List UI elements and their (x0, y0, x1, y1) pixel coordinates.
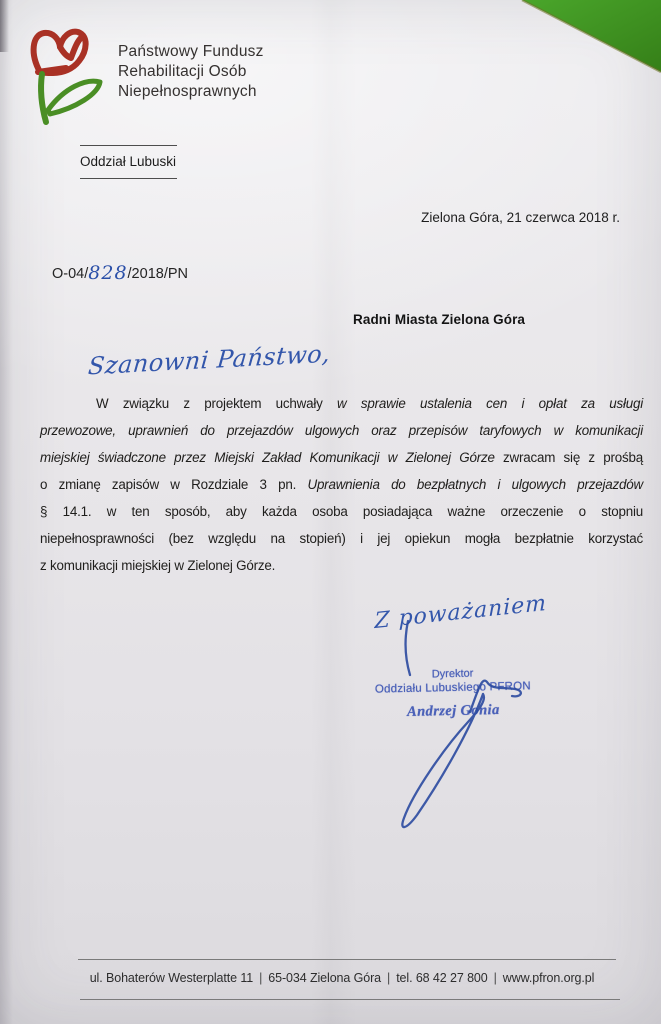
body-segment: przewozowe, uprawnień do przejazdów ulgowych oraz przepisów taryfowych w komunikacji (40, 423, 643, 438)
photo-edge-shadow (0, 0, 9, 52)
handwritten-greeting: Szanowni Państwo, (86, 339, 332, 381)
body-line (40, 552, 643, 579)
body-segment: o zmianę zapisów w Rozdziale 3 pn. (40, 477, 308, 492)
body-segment: zwracam się z prośbą (503, 450, 643, 465)
reference-number (52, 261, 188, 283)
footer-separator: | (259, 971, 263, 985)
logo-stem (41, 74, 46, 122)
footer-separator: | (493, 971, 497, 985)
body-line (40, 390, 643, 417)
date-line: Zielona Góra, 21 czerwca 2018 r. (421, 210, 620, 225)
stamp-name: Andrzej Gonia (406, 702, 500, 720)
footer-address: ul. Bohaterów Westerplatte 11 (89, 971, 254, 985)
org-name (118, 42, 264, 102)
footer-city: 65-034 Zielona Góra (268, 971, 382, 985)
director-stamp (347, 666, 558, 722)
handwritten-closing: Z poważaniem (374, 590, 547, 635)
footer-website: www.pfron.org.pl (502, 971, 595, 985)
logo-leaf (48, 81, 100, 114)
body-segment: miejskiej świadczone przez Miejski Zakład Komunikacji w Zielonej Górze (40, 450, 504, 465)
footer-rule-top (78, 959, 616, 960)
recipient: Radni Miasta Zielona Góra (353, 312, 526, 327)
logo-petal-notch (60, 37, 82, 58)
body-segment: niepełnosprawności (bez względu na stopień) i jej opiekun mogła bezpłatnie korzystać (40, 531, 643, 546)
stamp-org: Oddziału Lubuskiego PFRON (374, 680, 531, 696)
branch-name: Oddział Lubuski (80, 154, 177, 169)
body-line (40, 498, 643, 525)
footer-phone: tel. 68 42 27 800 (396, 971, 488, 985)
reference-suffix: /2018/PN (127, 266, 188, 282)
green-corner-triangle (0, 0, 661, 90)
body-line (40, 417, 643, 444)
body-line (40, 471, 643, 498)
org-name-line3: Niepełnosprawnych (118, 83, 257, 100)
body-segment: W związku z projektem uchwały (96, 396, 338, 411)
footer-contact-line (42, 971, 642, 985)
letter-body (40, 390, 643, 579)
pfron-tulip-logo-icon (28, 28, 114, 126)
body-segment: w sprawie ustalenia cen i opłat za usługi (337, 396, 643, 411)
footer-separator: | (387, 971, 391, 985)
org-name-line2: Rehabilitacji Osób (118, 63, 247, 80)
body-segment: Uprawnienia do bezpłatnych i ulgowych przejazdów (307, 477, 643, 492)
reference-prefix: O-04/ (52, 266, 89, 282)
branch-block (80, 145, 177, 179)
org-name-line1: Państwowy Fundusz (118, 43, 264, 60)
body-line (40, 525, 643, 552)
logo-red-tick (38, 68, 66, 72)
body-segment: z komunikacji miejskiej w Zielonej Górze. (40, 558, 276, 573)
stamp-title: Dyrektor (431, 667, 474, 681)
body-segment: § 14.1. w ten sposób, aby każda osoba posiadająca ważne orzeczenie o stopniu (40, 504, 643, 519)
reference-handwritten-number: 828 (88, 262, 128, 284)
footer-rule-bottom (80, 999, 620, 1000)
body-line (40, 444, 643, 471)
logo-petal-left (34, 33, 60, 72)
logo-petal-right (40, 32, 86, 73)
